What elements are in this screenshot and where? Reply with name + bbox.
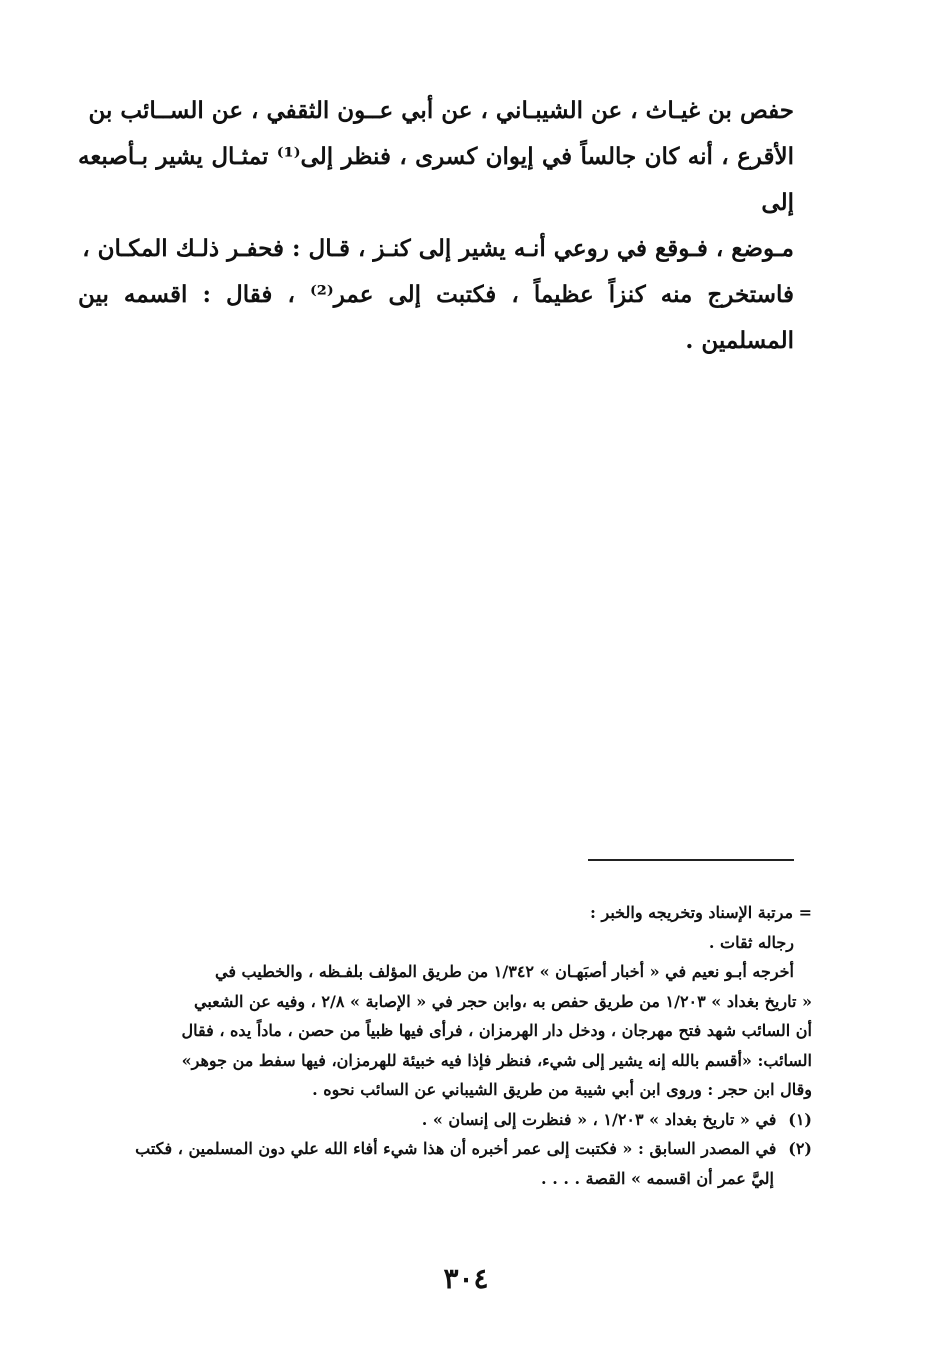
footnotes xyxy=(80,898,812,1193)
footnote-takhrij-line: أخرجه أبـو نعيم في « أخبار أصبَهـان » ١/٣٤٢ من طريق المؤلف بلفـظه ، والخطيب في xyxy=(214,962,794,981)
footnote-text: في « تاريخ بغداد » ١/٢٠٣ ، « فنظرت إلى إنسان » . xyxy=(421,1109,777,1129)
footnote-number: (٢) xyxy=(788,1139,812,1158)
footnote-takhrij-line: وقال ابن حجر : وروى ابن أبي شيبة من طريق الشيباني عن السائب نحوه . xyxy=(312,1080,812,1099)
footnote-item-1 xyxy=(80,1105,812,1135)
main-text-line: مـوضع ، فـوقع في روعي أنـه يشير إلى كنـز ، قـال : فحفـر ذلـك المكـان ، xyxy=(82,235,794,262)
footnote-item-2 xyxy=(80,1134,812,1164)
footnote-text: في المصدر السابق : « فكتبت إلى عمر أخبره أن هذا شيء أفاء الله علي دون المسلمين ، فكتب xyxy=(135,1139,777,1158)
page-number: ٣٠٤ xyxy=(443,1262,489,1295)
main-text-line: حفص بن غيـاث ، عن الشيبـاني ، عن أبي عــون الثقفي ، عن الســائب بن xyxy=(88,97,794,124)
main-text xyxy=(78,88,794,364)
footnote-text-continuation: إليَّ عمر أن اقسمه » القصة . . . . xyxy=(541,1168,774,1188)
main-text-line: فاستخرج منه كنزاً عظيماً ، فكتبت إلى عمر⁽²⁾ ، فقال : اقسمه بين المسلمين . xyxy=(78,281,795,354)
footnote-takhrij-line: أن السائب شهد فتح مهرجان ، ودخل دار الهرمزان ، فرأى فيها ظبياً من حصن ، ماداً يده ، فقال xyxy=(181,1021,812,1040)
footnote-number: (١) xyxy=(788,1109,812,1129)
main-text-line: الأقرع ، أنه كان جالساً في إيوان كسرى ، فنظر إلى⁽¹⁾ تمثـال يشير بـأصبعه إلى xyxy=(78,143,794,216)
footnote-separator xyxy=(588,859,794,861)
footnote-takhrij-line: « تاريخ بغداد » ١/٢٠٣ من طريق حفص به ،وابن حجر في « الإصابة » ٢/٨ ، وفيه عن الشعبي xyxy=(193,991,812,1011)
footnote-continuation-heading: = مرتبة الإسناد وتخريجه والخبر : xyxy=(590,903,812,922)
footnote-rating: رجاله ثقات . xyxy=(708,932,794,952)
footnote-takhrij-line: السائب: «أقسم بالله إنه يشير إلى شيء، فنظر فإذا فيه خبيئة للهرمزان، فيها سفط من جوهر» xyxy=(181,1050,812,1070)
